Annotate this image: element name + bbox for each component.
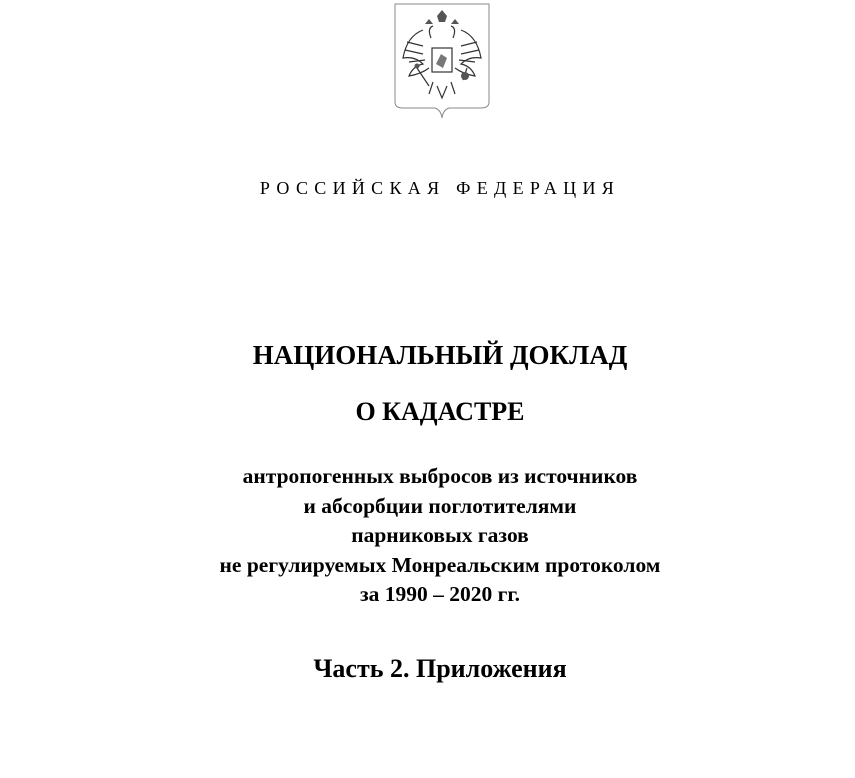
description-line: парниковых газов (351, 523, 529, 547)
coat-of-arms-emblem (393, 2, 491, 120)
document-title: НАЦИОНАЛЬНЫЙ ДОКЛАД (252, 340, 628, 370)
document-description (0, 462, 855, 610)
description-line: и абсорбции поглотителями (303, 493, 577, 518)
document-subtitle: О КАДАСТРЕ (355, 397, 525, 426)
description-line: за 1990 – 2020 гг. (359, 582, 521, 606)
part-heading: Часть 2. Приложения (313, 654, 567, 683)
country-name: РОССИЙСКАЯ ФЕДЕРАЦИЯ (259, 178, 621, 198)
description-line: не регулируемых Монреальским протоколом (219, 552, 661, 577)
description-line: антропогенных выбросов из источников (242, 464, 638, 488)
